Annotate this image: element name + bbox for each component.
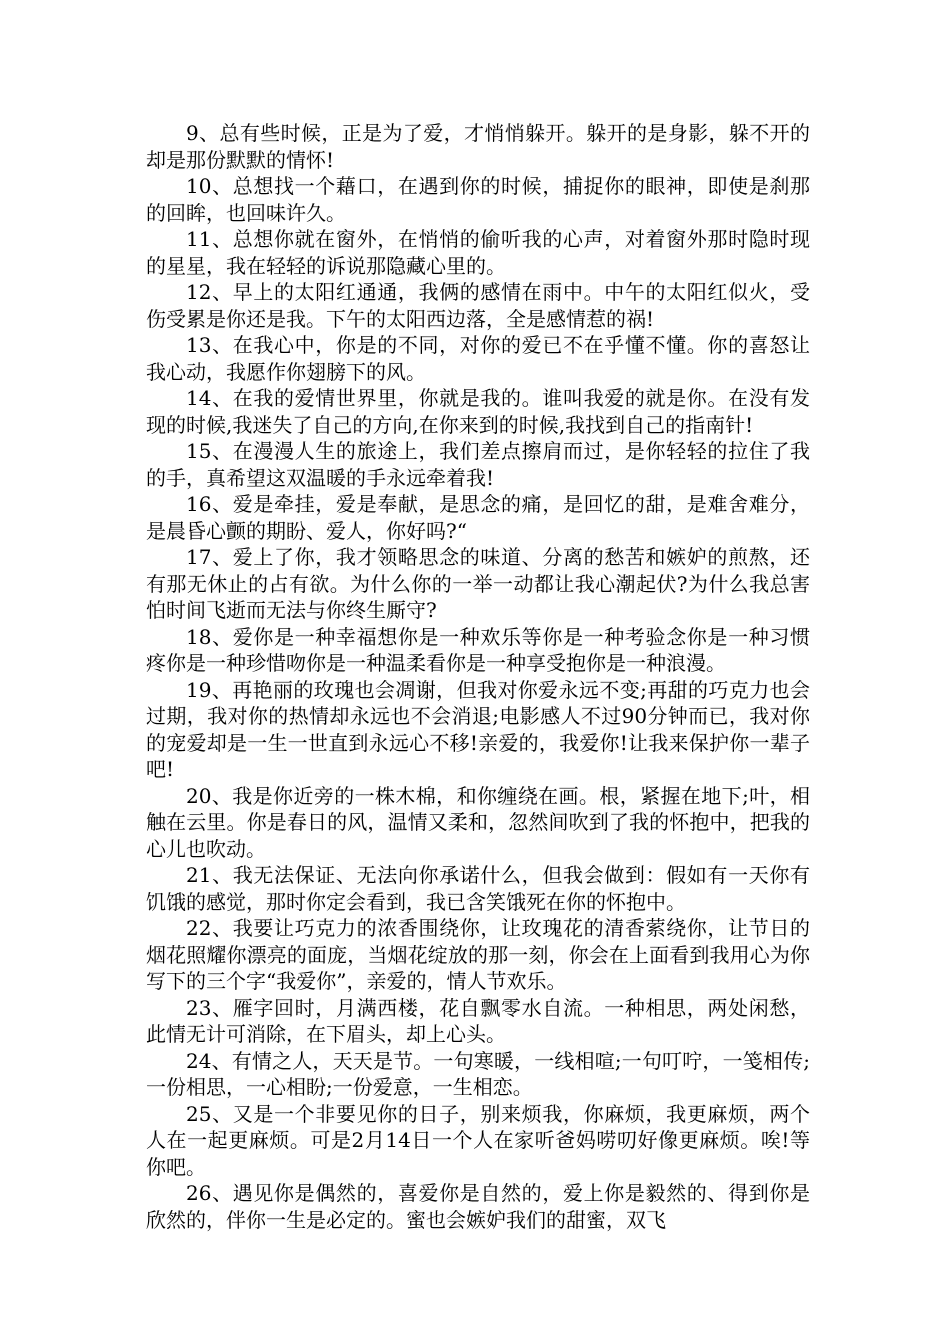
paragraph-22: 22、我要让巧克力的浓香围绕你，让玫瑰花的清香萦绕你，让节日的烟花照耀你漂亮的面庞，当烟花绽放的那一刻，你会在上面看到我用心为你写下的三个字“我爱你”，亲爱的，情人节欢乐。 bbox=[146, 916, 810, 993]
paragraph-20: 20、我是你近旁的一株木棉，和你缠绕在画。根，紧握在地下;叶，相触在云里。你是春日的风，温情又柔和，忽然间吹到了我的怀抱中，把我的心儿也吹动。 bbox=[146, 783, 810, 861]
paragraph-9: 9、总有些时候，正是为了爱，才悄悄躲开。躲开的是身影，躲不开的却是那份默默的情怀! bbox=[146, 121, 810, 172]
paragraph-16: 16、爱是牵挂，爱是奉献，是思念的痛，是回忆的甜，是难舍难分，是晨昏心颤的期盼、爱人，你好吗?“ bbox=[146, 492, 810, 543]
paragraph-10: 10、总想找一个藉口，在遇到你的时候，捕捉你的眼神，即使是刹那的回眸，也回味许久。 bbox=[146, 174, 810, 225]
paragraph-18: 18、爱你是一种幸福想你是一种欢乐等你是一种考验念你是一种习惯疼你是一种珍惜吻你是一种温柔看你是一种享受抱你是一种浪漫。 bbox=[146, 624, 810, 675]
paragraph-17: 17、爱上了你，我才领略思念的味道、分离的愁苦和嫉妒的煎熬，还有那无休止的占有欲。为什么你的一举一动都让我心潮起伏?为什么我总害怕时间飞逝而无法与你终生厮守? bbox=[146, 545, 810, 622]
paragraph-24: 24、有情之人，天天是节。一句寒暖，一线相喧;一句叮咛，一笺相传;一份相思，一心相盼;一份爱意，一生相恋。 bbox=[146, 1048, 810, 1099]
paragraph-14: 14、在我的爱情世界里，你就是我的。谁叫我爱的就是你。在没有发现的时候,我迷失了自己的方向,在你来到的时候,我找到自己的指南针! bbox=[146, 386, 810, 437]
paragraph-12: 12、早上的太阳红通通，我俩的感情在雨中。中午的太阳红似火，受伤受累是你还是我。下午的太阳西边落，全是感情惹的祸! bbox=[146, 280, 810, 331]
paragraph-21: 21、我无法保证、无法向你承诺什么，但我会做到：假如有一天你有饥饿的感觉，那时你定会看到，我已含笑饿死在你的怀抱中。 bbox=[146, 863, 810, 914]
paragraph-15: 15、在漫漫人生的旅途上，我们差点擦肩而过，是你轻轻的拉住了我的手，真希望这双温暖的手永远牵着我! bbox=[146, 439, 810, 490]
paragraph-26: 26、遇见你是偶然的，喜爱你是自然的，爱上你是毅然的、得到你是欣然的，伴你一生是必定的。蜜也会嫉妒我们的甜蜜，双飞 bbox=[146, 1181, 810, 1232]
paragraph-23: 23、雁字回时，月满西楼，花自飘零水自流。一种相思，两处闲愁，此情无计可消除，在下眉头，却上心头。 bbox=[146, 995, 810, 1046]
paragraph-11: 11、总想你就在窗外，在悄悄的偷听我的心声，对着窗外那时隐时现的星星，我在轻轻的诉说那隐藏心里的。 bbox=[146, 227, 810, 278]
document-page bbox=[146, 120, 810, 1233]
paragraph-13: 13、在我心中，你是的不同，对你的爱已不在乎懂不懂。你的喜怒让我心动，我愿作你翅膀下的风。 bbox=[146, 333, 810, 384]
paragraph-25: 25、又是一个非要见你的日子，别来烦我，你麻烦，我更麻烦，两个人在一起更麻烦。可是2月14日一个人在家听爸妈唠叨好像更麻烦。唉!等你吧。 bbox=[146, 1101, 810, 1179]
paragraph-19: 19、再艳丽的玫瑰也会凋谢，但我对你爱永远不变;再甜的巧克力也会过期，我对你的热情却永远也不会消退;电影感人不过90分钟而已，我对你的宠爱却是一生一世直到永远心不移!亲爱的，我爱你!让我来保护你一辈子吧! bbox=[146, 677, 810, 781]
